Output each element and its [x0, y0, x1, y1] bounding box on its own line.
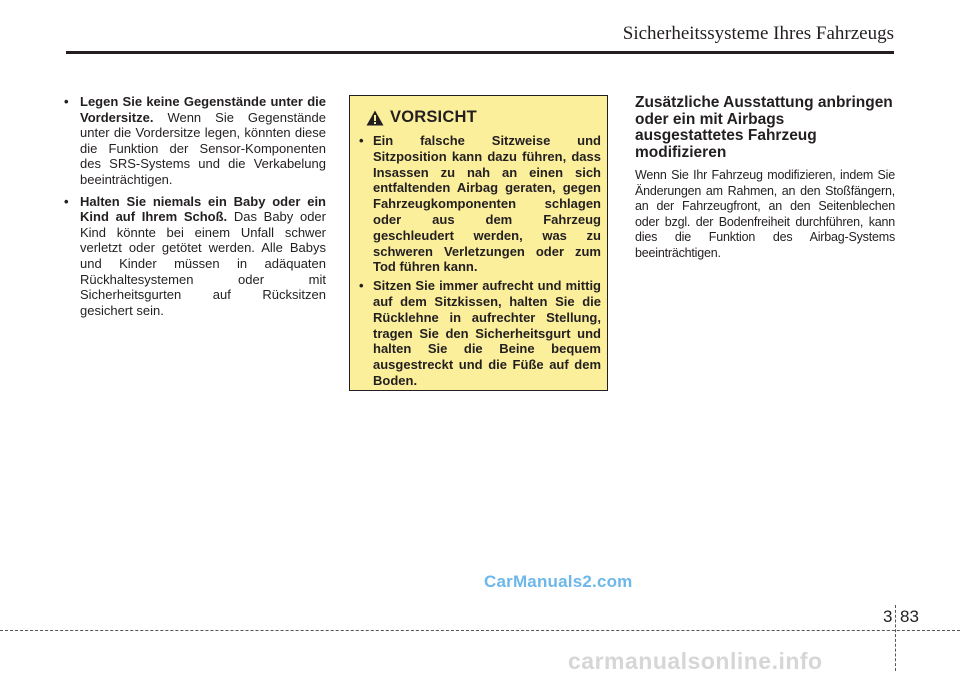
page-header-title: Sicherheitssysteme Ihres Fahrzeugs	[622, 23, 894, 44]
caution-item	[359, 133, 601, 275]
caution-item-text: Sitzen Sie immer aufrecht und mittig auf dem Sitzkissen, halten Sie die Rücklehne in aufrechter Stellung, tragen Sie den Sicherheitsgurt und halten Sie die Beine bequem ausgestreckt und die Füße auf dem Boden.	[373, 278, 601, 388]
bullet-lead: Legen Sie keine Gegenstände unter die Vordersitze.	[80, 94, 326, 125]
bullet-dot: •	[359, 278, 364, 294]
left-column	[64, 94, 326, 324]
warning-triangle-icon	[366, 110, 384, 126]
page-number-separator	[895, 605, 897, 671]
right-column	[635, 95, 895, 262]
bullet-text: Das Baby oder Kind könnte bei einem Unfall schwer verletzt oder getötet werden. Alle Babys und Kinder müssen in adäquaten Rückhaltesystemen oder mit Sicherheitsgurten auf Rücksitzen gesichert sein.	[80, 209, 326, 318]
bullet-item	[64, 94, 326, 188]
watermark-link[interactable]: CarManuals2.com	[484, 572, 633, 591]
bullet-dot: •	[64, 94, 69, 109]
caution-title: VORSICHT	[390, 108, 477, 126]
bullet-lead: Halten Sie niemals ein Baby oder ein Kind auf Ihrem Schoß.	[80, 193, 326, 225]
section-body: Wenn Sie Ihr Fahrzeug modifizieren, indem Sie Änderungen am Rahmen, an den Stoßfängern, an der Fahrzeugfront, an den Seitenblechen oder bzgl. der Bodenfreiheit durchführen, kann dies die Funktion des Airbag-Systems beeinträchtigen.	[635, 168, 895, 260]
footer-watermark: carmanualsonline.info	[568, 648, 823, 674]
section-heading: Zusätzliche Ausstattung anbringen oder ein mit Airbags ausgestattetes Fahrzeug modifizieren	[635, 94, 893, 161]
bullet-text: Wenn Sie Gegenstände unter die Vordersitze legen, könnten diese die Funktion der Sensor-Komponenten des SRS-Systems und die Verkabelung beeinträchtigen.	[80, 109, 326, 187]
caution-box	[349, 95, 608, 391]
caution-item	[359, 278, 601, 389]
caution-header	[366, 108, 601, 127]
bullet-item	[64, 194, 326, 319]
header-divider	[66, 51, 894, 54]
page-number: 83	[900, 607, 919, 626]
bullet-dot: •	[64, 193, 69, 209]
caution-item-text: Ein falsche Sitzweise und Sitzposition kann dazu führen, dass Insassen zu nah an einen sich entfaltenden Airbag geraten, gegen Fahrzeugkomponenten schlagen oder aus dem Fahrzeug geschleudert werden, was zu schweren Verletzungen oder zum Tod führen kann.	[373, 133, 601, 275]
footer-divider	[0, 630, 960, 631]
bullet-dot: •	[359, 133, 364, 148]
chapter-number: 3	[883, 607, 893, 626]
